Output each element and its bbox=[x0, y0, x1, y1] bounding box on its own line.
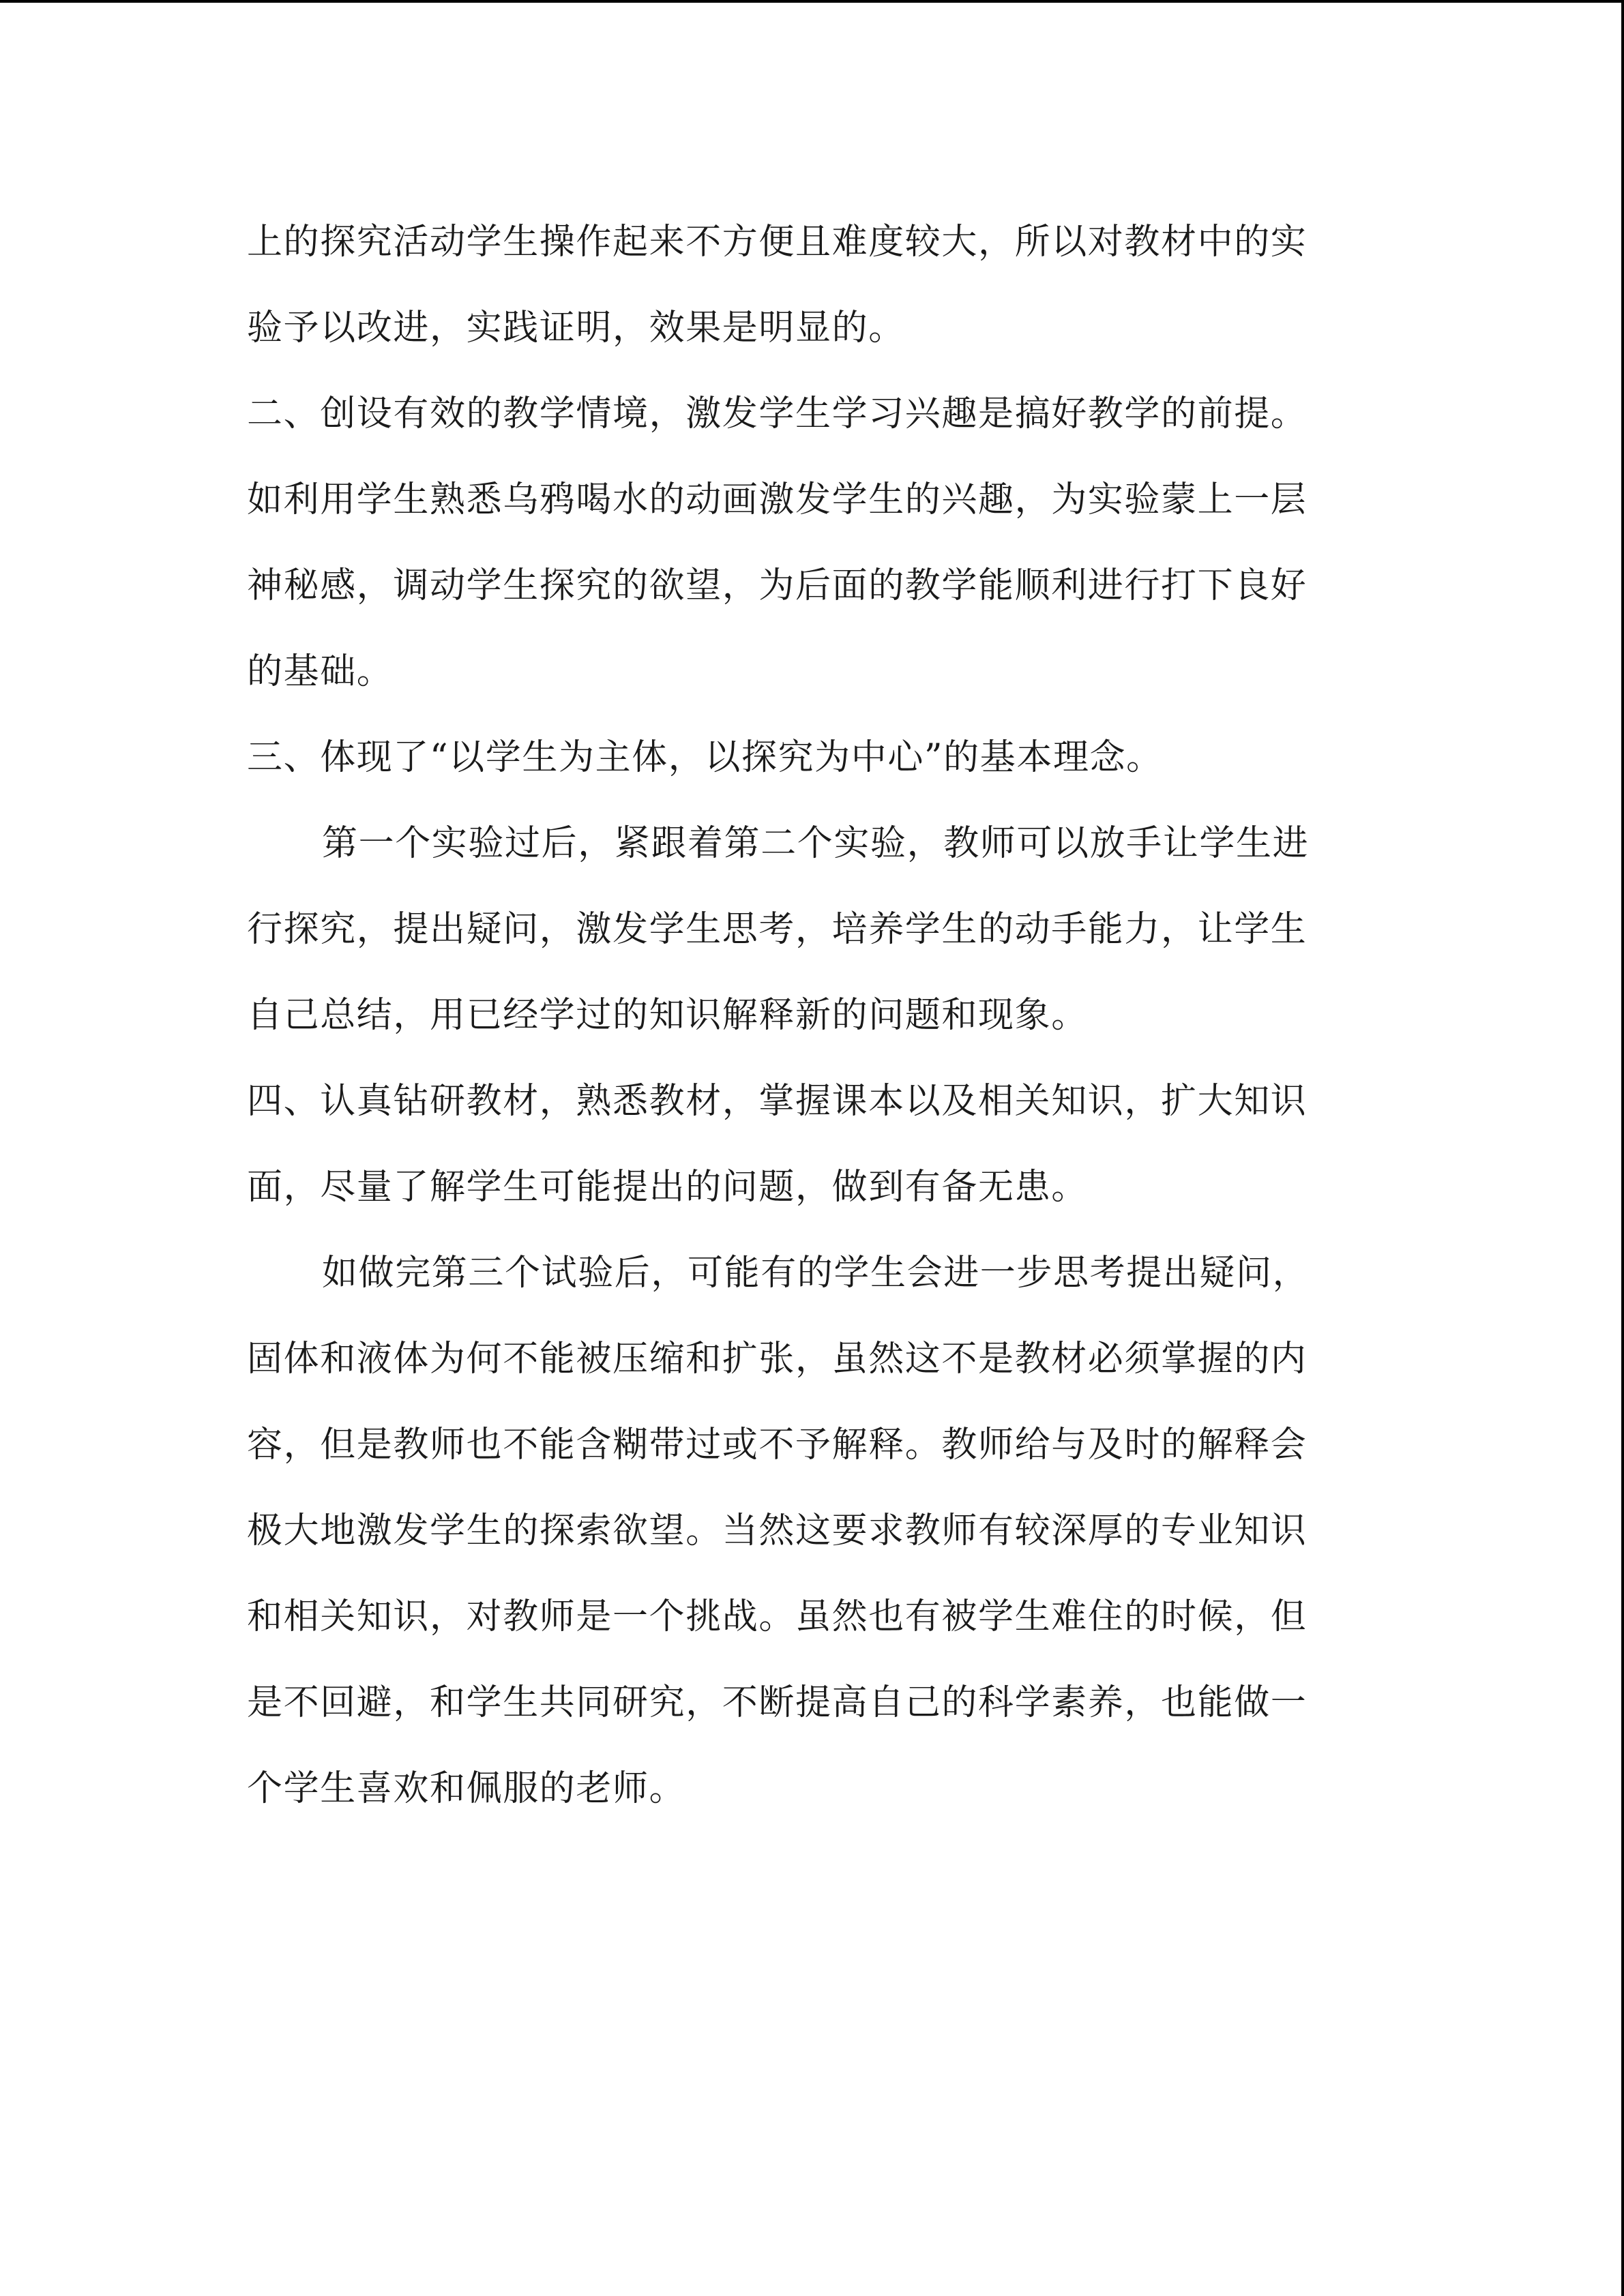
document-body bbox=[247, 209, 1356, 1841]
paragraph-crow-example bbox=[247, 466, 1356, 724]
text-line: 上的探究活动学生操作起来不方便且难度较大，所以对教材中的实 bbox=[247, 222, 1308, 263]
text-line: 如做完第三个试验后，可能有的学生会进一步思考提出疑问， bbox=[322, 1253, 1310, 1294]
text-line: 如利用学生熟悉乌鸦喝水的动画激发学生的兴趣，为实验蒙上一层 bbox=[247, 479, 1308, 520]
text-line: 神秘感，调动学生探究的欲望，为后面的教学能顺利进行打下良好 bbox=[247, 565, 1308, 606]
paragraph-continuation bbox=[247, 209, 1356, 381]
text-line: 固体和液体为何不能被压缩和扩张，虽然这不是教材必须掌握的内 bbox=[247, 1339, 1308, 1380]
text-line: 行探究，提出疑问，激发学生思考，培养学生的动手能力，让学生 bbox=[247, 909, 1308, 950]
heading-line: 面，尽量了解学生可能提出的问题，做到有备无患。 bbox=[247, 1167, 1088, 1208]
text-line: 和相关知识，对教师是一个挑战。虽然也有被学生难住的时候，但 bbox=[247, 1596, 1308, 1637]
text-line: 是不回避，和学生共同研究，不断提高自己的科学素养，也能做一 bbox=[247, 1682, 1308, 1723]
text-line: 个学生喜欢和佩服的老师。 bbox=[247, 1768, 686, 1809]
section-heading-2 bbox=[247, 381, 1356, 466]
text-line: 第一个实验过后，紧跟着第二个实验，教师可以放手让学生进 bbox=[322, 823, 1310, 864]
heading-line: 三、体现了“以学生为主体，以探究为中心”的基本理念。 bbox=[247, 737, 1163, 778]
paragraph-second-experiment bbox=[247, 810, 1356, 1068]
heading-line: 四、认真钻研教材，熟悉教材，掌握课本以及相关知识，扩大知识 bbox=[247, 1081, 1308, 1122]
text-line: 验予以改进，实践证明，效果是明显的。 bbox=[247, 308, 905, 348]
paragraph-third-experiment bbox=[247, 1240, 1356, 1841]
text-line: 极大地激发学生的探索欲望。当然这要求教师有较深厚的专业知识 bbox=[247, 1510, 1308, 1551]
text-line: 容，但是教师也不能含糊带过或不予解释。教师给与及时的解释会 bbox=[247, 1425, 1308, 1465]
section-heading-4 bbox=[247, 1068, 1356, 1240]
section-heading-3 bbox=[247, 724, 1356, 810]
heading-line: 二、创设有效的教学情境，激发学生学习兴趣是搞好教学的前提。 bbox=[247, 393, 1308, 434]
text-line: 的基础。 bbox=[247, 651, 394, 692]
text-line: 自己总结，用已经学过的知识解释新的问题和现象。 bbox=[247, 995, 1088, 1036]
